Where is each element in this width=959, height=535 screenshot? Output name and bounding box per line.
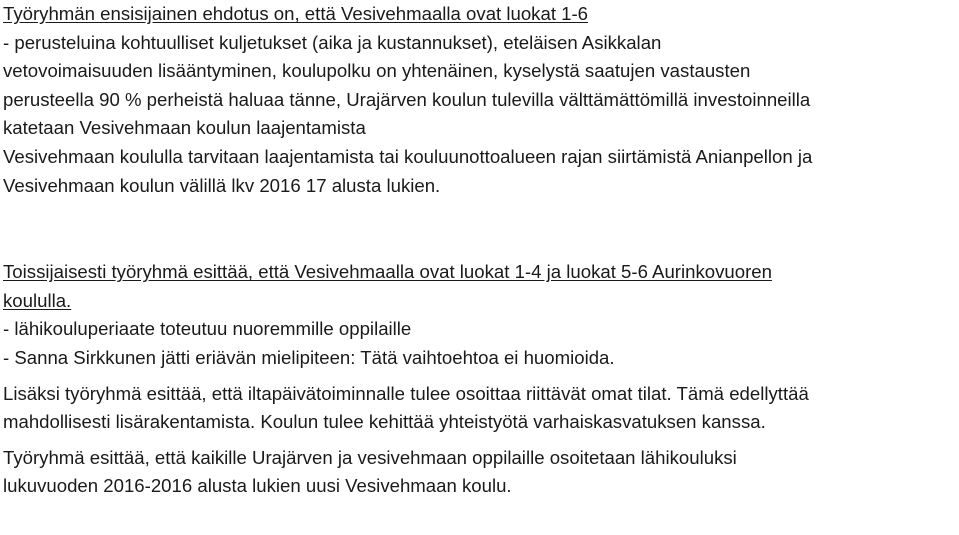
section-spacer	[3, 200, 957, 258]
paragraph-line: mahdollisesti lisärakentamista. Koulun tulee kehittää yhteistyötä varhaiskasvatuksen kanssa.	[3, 411, 766, 433]
secondary-proposal-heading-cont: koululla.	[3, 289, 72, 311]
afternoon-activity-paragraph	[3, 380, 957, 437]
paragraph-line: Työryhmä esittää, että kaikille Urajärven ja vesivehmaan oppilaille osoitetaan lähikouluksi	[3, 446, 737, 468]
document-page	[3, 0, 957, 501]
primary-proposal-line: perusteella 90 % perheistä haluaa tänne, Urajärven koulun tulevilla välttämättömillä investoinneilla	[3, 88, 811, 110]
paragraph-line: lukuvuoden 2016-2016 alusta lukien uusi Vesivehmaan koulu.	[3, 475, 512, 497]
primary-proposal-heading: Työryhmän ensisijainen ehdotus on, että Vesivehmaalla ovat luokat 1-6	[3, 3, 589, 24]
paragraph-line: Lisäksi työryhmä esittää, että iltapäivätoiminnalle tulee osoittaa riittävät omat tilat. Tämä edellyttää	[3, 382, 809, 404]
secondary-proposal-section	[3, 258, 957, 372]
primary-proposal-line: vetovoimaisuuden lisääntyminen, koulupolku on yhtenäinen, kyselystä saatujen vastausten	[3, 60, 751, 82]
paragraph-spacer	[3, 373, 957, 380]
paragraph-spacer	[3, 437, 957, 444]
primary-proposal-section	[3, 0, 957, 200]
primary-proposal-line: katetaan Vesivehmaan koulun laajentamista	[3, 117, 366, 139]
secondary-proposal-heading: Toissijaisesti työryhmä esittää, että Vesivehmaalla ovat luokat 1-4 ja luokat 5-6 Aurinkovuoren	[3, 261, 772, 283]
secondary-proposal-line: - Sanna Sirkkunen jätti eriävän mielipiteen: Tätä vaihtoehtoa ei huomioida.	[3, 346, 615, 368]
closing-paragraph	[3, 444, 957, 501]
primary-proposal-line: Vesivehmaan koululla tarvitaan laajentamista tai kouluunottoalueen rajan siirtämistä Anianpellon ja	[3, 145, 813, 167]
primary-proposal-line: - perusteluina kohtuulliset kuljetukset (aika ja kustannukset), eteläisen Asikkalan	[3, 31, 662, 53]
primary-proposal-line: Vesivehmaan koulun välillä lkv 2016 17 alusta lukien.	[3, 174, 441, 196]
secondary-proposal-line: - lähikouluperiaate toteutuu nuoremmille oppilaille	[3, 318, 412, 340]
